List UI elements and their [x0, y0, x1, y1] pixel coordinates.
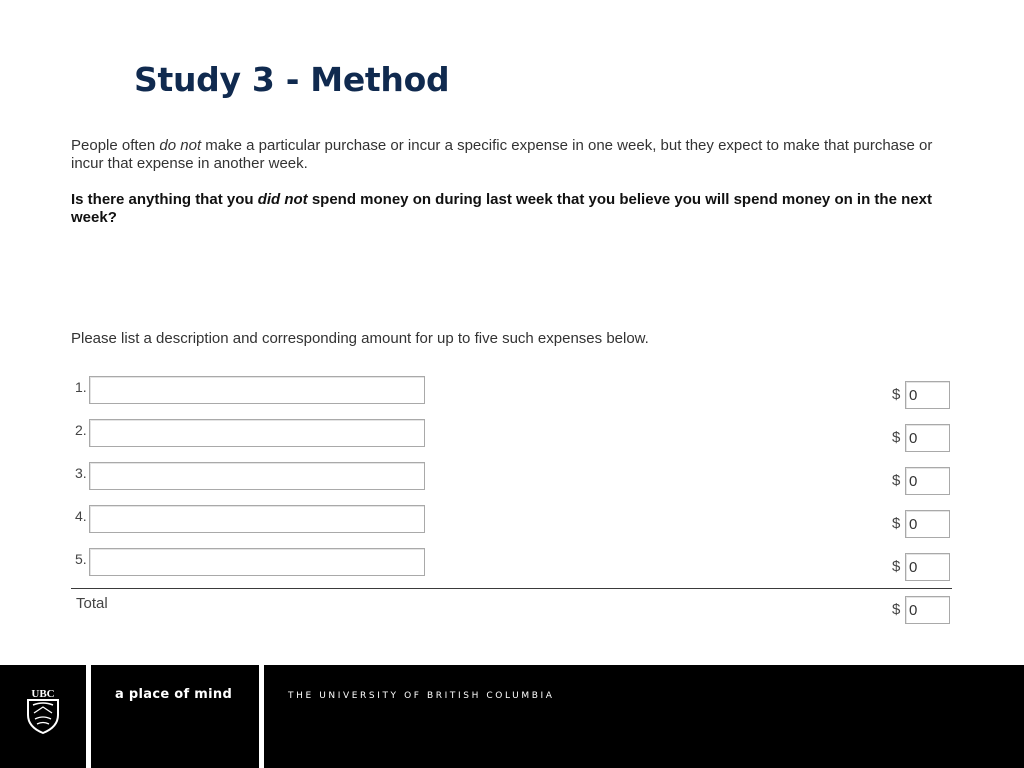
survey-question [71, 191, 951, 227]
question-text-emphasis: did not [257, 191, 308, 208]
expense-description-input[interactable] [89, 419, 425, 447]
expense-description-input[interactable] [89, 548, 425, 576]
svg-text:UBC: UBC [31, 688, 55, 700]
intro-text-emphasis: do not [159, 137, 202, 154]
expense-description-input[interactable] [89, 462, 425, 490]
total-label: Total [76, 595, 108, 612]
total-amount-field: 0 [905, 596, 950, 624]
survey-intro-text [71, 137, 961, 173]
question-text-start: Is there anything that you [71, 191, 258, 208]
expense-amount-input[interactable]: 0 [905, 553, 950, 581]
currency-symbol: $ [892, 601, 901, 618]
currency-symbol: $ [892, 386, 901, 403]
question-text-end: spend money on during last week that you believe you will spend money on in the next week? [71, 191, 932, 226]
footer-tagline: a place of mind [115, 687, 233, 702]
currency-symbol: $ [892, 429, 901, 446]
row-number: 2. [75, 422, 87, 438]
survey-instruction: Please list a description and corresponding amount for up to five such expenses below. [71, 330, 649, 347]
footer-divider [259, 665, 264, 768]
currency-symbol: $ [892, 515, 901, 532]
row-number: 4. [75, 508, 87, 524]
expense-amount-input[interactable]: 0 [905, 424, 950, 452]
row-number: 5. [75, 551, 87, 567]
intro-text-end: make a particular purchase or incur a specific expense in one week, but they expect to make that purchase or incur that expense in another week. [71, 137, 933, 172]
slide-title: Study 3 - Method [134, 60, 450, 99]
expense-amount-input[interactable]: 0 [905, 510, 950, 538]
row-number: 1. [75, 379, 87, 395]
currency-symbol: $ [892, 558, 901, 575]
total-divider [71, 588, 952, 589]
footer-divider [86, 665, 91, 768]
expense-amount-input[interactable]: 0 [905, 381, 950, 409]
expense-amount-input[interactable]: 0 [905, 467, 950, 495]
ubc-crest-logo-icon [24, 685, 62, 735]
expense-description-input[interactable] [89, 376, 425, 404]
intro-text-start: People often [71, 137, 160, 154]
currency-symbol: $ [892, 472, 901, 489]
expense-description-input[interactable] [89, 505, 425, 533]
row-number: 3. [75, 465, 87, 481]
university-name: THE UNIVERSITY OF BRITISH COLUMBIA [288, 691, 555, 701]
ubc-footer [0, 665, 1024, 768]
